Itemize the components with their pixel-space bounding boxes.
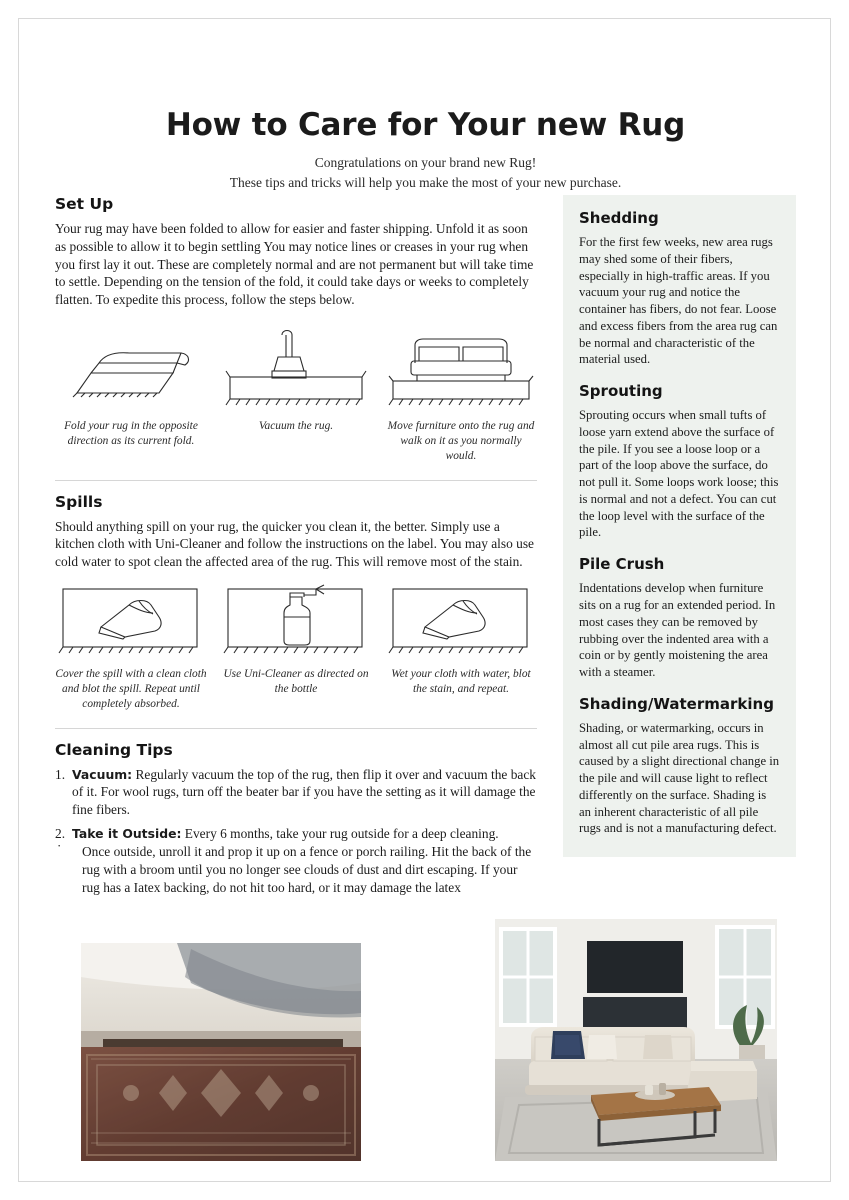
spray-bottle-icon [220,583,372,661]
list-item-subtext: Once outside, unroll it and prop it up on a fence or porch railing. Hit the back of the rug with a broom until you no longer see clouds of dust and dirt escaping. If your rug has a Iatex backing, do not hit too hard, or it may damage the latex [82,843,532,895]
list-item-lead: Take it Outside: [72,826,182,842]
list-item-lead: Vacuum: [72,766,133,782]
illustration-caption: Cover the spill with a clean cloth and blot the spill. Repeat until completely absorbed. [55,668,207,710]
illustration-caption: Wet your cloth with water, blot the stain, and repeat. [391,668,531,695]
spills-text: Should anything spill on your rug, the quicker you clean it, the better. Simply use a kitchen cloth with Uni-Cleaner and follow the instructions on the label. You may also use cold water to spot clean the affected area of the rug. This will remove most of the stain. [55,518,535,570]
list-item-number: 2. [55,826,66,842]
subtitle-line-2: These tips and tricks will help you make the most of your new purchase. [229,174,622,190]
illustration-wet-cloth [385,583,537,711]
section-heading-spills: Spills [55,492,103,511]
page-title: How to Care for Your new Rug [165,107,686,143]
divider-setup-spills [55,480,537,481]
list-item-number: 1. [55,766,66,782]
list-item-text: Regularly vacuum the top of the rug, then flip it over and vacuum the back of it. For wool rugs, turn off the beater bar if you have the setting as it will damage the fine fibers. [72,766,536,818]
hand-wet-cloth-icon [385,583,537,661]
illustration-vacuum-rug [220,321,372,463]
illustration-caption: Fold your rug in the opposite direction as its current fold. [64,420,198,447]
section-heading-shedding: Shedding [579,209,659,227]
right-sidebar [563,195,796,857]
shedding-text: For the first few weeks, new area rugs may shed some of their fibers, especially in high-traffic areas. If you vacuum your rug and notice the container has fibers, do not fear. Loose and excess fibers from the area rug can be normal and characteristic of the material used. [579,235,778,367]
illustration-blot-spill [55,583,207,711]
illustration-move-furniture [385,321,537,463]
shading-text: Shading, or watermarking, occurs in almost all cut pile area rugs. This is caused by a slight directional change in the pile and will cause light to reflect differently on the surface. Shading is an inherent characteristic of all pile rugs and is not a manufacturing defect. [579,720,780,836]
illustration-caption: Vacuum the rug. [258,420,334,433]
bedroom-rug-photo [81,943,361,1161]
setup-illustrations [55,321,537,463]
illustration-caption: Move furniture onto the rug and walk on it as you normally would. [387,420,535,462]
list-item [55,825,537,896]
photo-row [55,919,796,1161]
page-subtitle [55,153,796,192]
left-column [55,195,537,902]
setup-text: Your rug may have been folded to allow for easier and faster shipping. Unfold it as soon as possible to allow it to begin settling You may notice lines or creases in your rug when you first lay it out. These are completely normal and are not permanent but will take time to settle. Depending on the tension of the fold, it could take days or weeks to completely flatten. To expedite this process, follow the steps below. [55,221,534,308]
sprouting-text: Sprouting occurs when small tufts of loose yarn extend above the surface of the pile. If you see a loose loop or a part of the loop above the surface, do not pull it. Some loops work loose; this is normal and not a defect. You can cut the loop level with the surface of the pile. [579,408,779,540]
cleaning-tips-list [55,766,537,897]
document-page [18,18,831,1182]
page-inner [55,19,796,1181]
section-heading-cleaning-tips: Cleaning Tips [55,740,173,759]
bullet-dot: · [57,838,62,854]
spills-illustrations [55,583,537,711]
illustration-caption: Use Uni-Cleaner as directed on the bottle [223,668,369,695]
section-heading-sprouting: Sprouting [579,382,663,401]
subtitle-line-1: Congratulations on your brand new Rug! [314,155,537,170]
hand-blotting-cloth-icon [55,583,207,661]
vacuum-icon [220,321,372,413]
section-heading-setup: Set Up [55,195,114,213]
list-item-text: Every 6 months, take your rug outside for a deep cleaning. [181,826,499,842]
illustration-spray-bottle [220,583,372,711]
list-item [55,766,537,819]
divider-spills-tips [55,728,537,729]
folded-rug-icon [55,321,207,413]
sofa-on-rug-icon [385,321,537,413]
pile-crush-text: Indentations develop when furniture sits on a rug for an extended period. In most cases they can be removed by rubbing over the indented area with a coin or by gently moistening the area with a steamer. [579,581,776,680]
section-heading-pile-crush: Pile Crush [579,555,665,574]
living-room-rug-photo [495,919,777,1161]
illustration-fold-rug [55,321,207,463]
section-heading-shading-watermarking: Shading/Watermarking [579,694,774,713]
